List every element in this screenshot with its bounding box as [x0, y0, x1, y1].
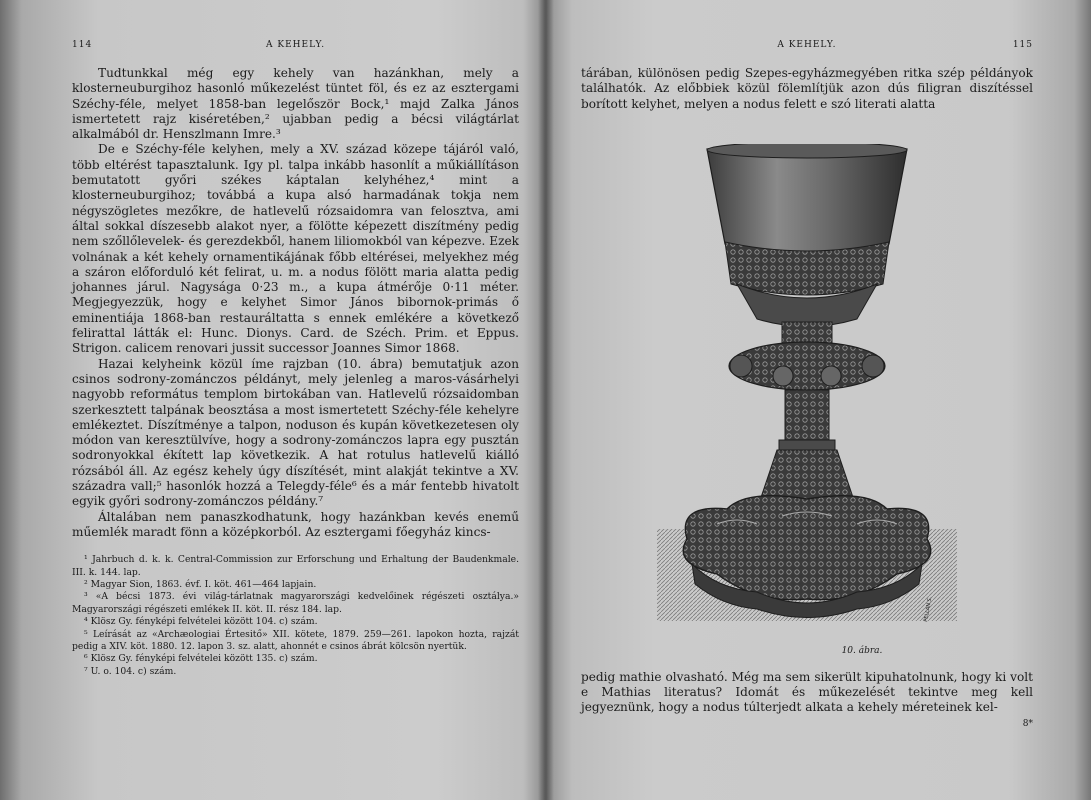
left-running-head	[72, 38, 519, 52]
figure-10	[657, 144, 957, 656]
paragraph-4: Általában nem panaszkodhatunk, hogy hazánkban kevés enemű műemlék maradt fönn a középkorból. Az esztergami főegyház kincs-	[72, 509, 519, 539]
left-page	[0, 0, 545, 800]
footnote-3: ³ «A bécsi 1873. évi világ-tárlatnak magyarországi kedvelőinek régészeti osztálya.» Magyarországi régészeti emlékek II. köt. II. rész 184. lap.	[72, 591, 519, 615]
left-body-text	[72, 66, 519, 540]
footnotes	[72, 554, 519, 678]
right-top-text	[581, 66, 1033, 112]
left-page-number: 114	[72, 40, 93, 50]
footnote-1: ¹ Jahrbuch d. k. k. Central-Commission zur Erforschung und Erhaltung der Baudenkmale. III. k. 144. lap.	[72, 554, 519, 578]
paragraph-3: Hazai kelyheink közül íme rajzban (10. ábra) bemutatjuk azon csinos sodrony-zománczos példányt, mely jelenleg a maros-vásárhelyi nagyobb református templom birtokában van. Hatlevelű rózsaidomban szerkesztett talpának beosztása a most ismertetett Széchy-féle kehelyre emlékeztet. Díszítménye a talpon, noduson és kupán következetesen oly módon van keresztülvíve, hogy a sodrony-zománczos lapra egy pusztán sodronyokkal ékített lap következik. A hat rotulus hatlevelű kiálló rózsából áll. Az egész kehely úgy díszítését, mint alakját tekintve a XV. századra vall;⁵ hasonlók hozzá a Telegdy-féle⁶ és a már fentebb hivatolt egyik győri sodrony-zománczos példány.⁷	[72, 356, 519, 509]
right-running-head	[581, 38, 1033, 52]
printer-signature-mark: 8*	[1022, 718, 1033, 729]
footnote-5: ⁵ Leírását az «Archæologiai Értesitő» XII. kötete, 1879. 259—261. lapokon hozta, rajzát pedig a XIV. köt. 1880. 12. lapon 3. sz. alatt, ahonnét e csinos ábrát kölcsön nyertük.	[72, 628, 519, 653]
right-paragraph-top: tárában, különösen pedig Szepes-egyházmegyében ritka szép példányok találhatók. Az előbbiek közül fölemlítjük azon dús filigran diszítéssel borított kelyhet, melyen a nodus felett e szó literati alatta	[581, 66, 1033, 111]
footnote-4: ⁴ Klösz Gy. fényképi felvételei között 104. c) szám.	[84, 616, 318, 628]
right-running-title: A KEHELY.	[777, 40, 837, 50]
figure-caption: 10. ábra.	[841, 645, 883, 656]
paragraph-1: Tudtunkkal még egy kehely van hazánkhan, mely a klosterneuburgihoz hasonló műkezelést tüntet föl, és ez az esztergami Széchy-féle, melyet 1858-ban legelőször Bock,¹ majd Zalka János ismertetett rajz kiséretében,² ujabban pedig a bécsi világtárlat alkalmából dr. Henszlmann Imre.³	[72, 66, 519, 142]
right-bottom-text	[581, 670, 1033, 716]
engraver-signature: PELLAN S.	[923, 596, 934, 623]
chalice-engraving-icon	[657, 144, 957, 644]
right-page	[545, 0, 1091, 800]
footnote-2: ² Magyar Sion, 1863. évf. I. köt. 461—464 lapjain.	[84, 579, 317, 591]
footnote-6: ⁶ Klösz Gy. fényképi felvételei között 135. c) szám.	[84, 653, 318, 665]
footnote-7: ⁷ U. o. 104. c) szám.	[84, 665, 177, 677]
right-paragraph-bottom: pedig mathie olvasható. Még ma sem sikerült kipuhatolnunk, hogy ki volt e Mathias literatus? Idomát és műkezelését tekintve meg kell jegyeznünk, hogy a nodus túlterjedt alkata a kehely méreteinek kel-	[581, 669, 1033, 715]
left-running-title: A KEHELY.	[266, 40, 326, 50]
paragraph-2: De e Széchy-féle kelyhen, mely a XV. század közepe tájáról való, több eltérést tapasztalunk. Igy pl. talpa inkább hasonlít a műkiállításon bemutatott győri székes káptalan kelyhéhez,⁴ mint a klosterneuburgihoz; továbbá a kupa alsó harmadának tokja nem négyszögletes mezőkre, de hatlevelű rózsaidomra van felosztva, ami által sokkal díszesebb alakot nyer, a fölötte képezett diszítmény pedig nem szőllőlevelek- és gerezdekből, hanem liliomokból van képezve. Ezek volnának a két kehely ornamentikájának főbb eltérései, melyekhez még a száron előforduló két felirat, u. m. a nodus fölött maria alatta pedig johannes járul. Nagysága 0·23 m., a kupa átmérője 0·11 méter. Megjegyezzük, hogy e kelyhet Simor János bibornok-primás ő eminentiája 1868-ban restauráltatta s ennek emlékére a következő felirattal látták el: Hunc. Dionys. Card. de Széch. Prim. et Eppus. Strigon. calicem renovari jussit successor Joannes Simor 1868.	[72, 142, 519, 356]
right-page-number: 115	[1012, 40, 1033, 50]
